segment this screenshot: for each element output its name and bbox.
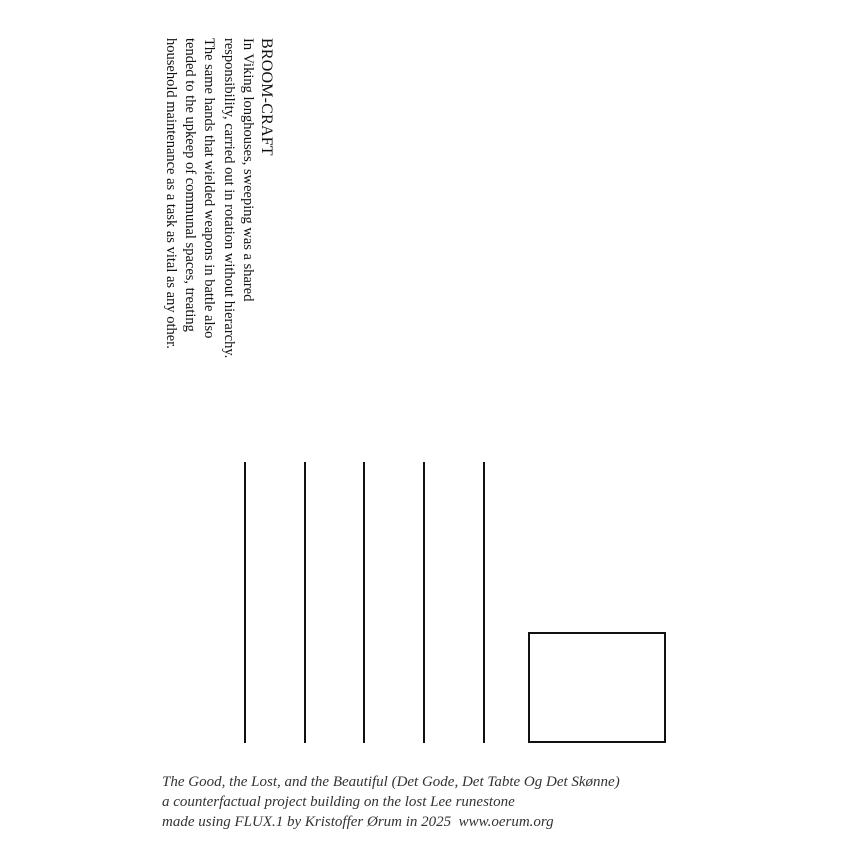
postcard-body-line: tended to the upkeep of communal spaces, treating xyxy=(182,38,199,332)
address-line xyxy=(363,462,365,743)
caption xyxy=(162,772,620,832)
stamp-box xyxy=(528,632,666,743)
postcard-title: BROOM-CRAFT xyxy=(258,38,275,156)
caption-title: The Good, the Lost, and the Beautiful (Det Gode, Det Tabte Og Det Skønne) xyxy=(162,774,620,790)
postcard-body-line: In Viking longhouses, sweeping was a shared xyxy=(240,38,256,302)
address-line xyxy=(423,462,425,743)
postcard-body-line: responsibility, carried out in rotation without hierarchy. xyxy=(220,38,237,359)
caption-credit: made using FLUX.1 by Kristoffer Ørum in 2025 www.oerum.org xyxy=(162,814,554,830)
postcard-body-line: The same hands that wielded weapons in battle also xyxy=(201,38,218,339)
postcard-body-line: household maintenance as a task as vital as any other. xyxy=(162,38,179,349)
address-line xyxy=(244,462,246,743)
address-line xyxy=(304,462,306,743)
address-line xyxy=(483,462,485,743)
caption-description: a counterfactual project building on the lost Lee runestone xyxy=(162,794,515,810)
postcard-message xyxy=(161,38,276,398)
